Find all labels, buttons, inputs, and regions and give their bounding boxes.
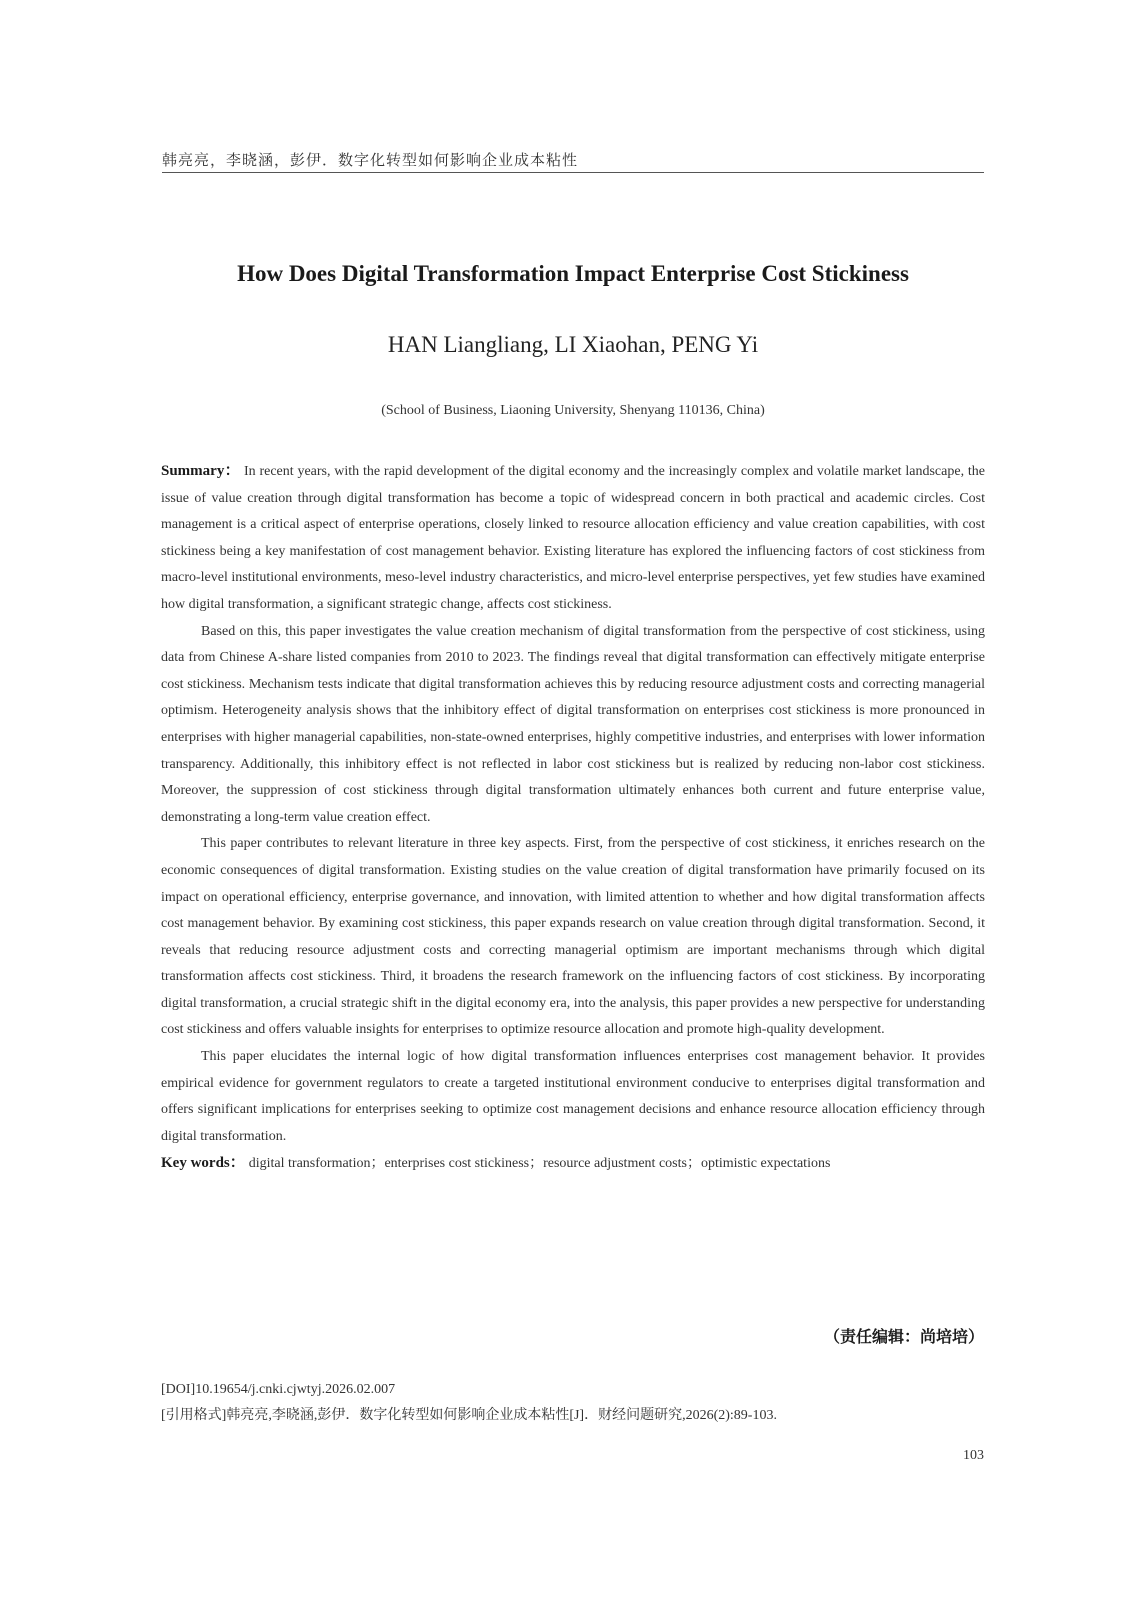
paper-title: How Does Digital Transformation Impact Enterprise Cost Stickiness: [237, 261, 909, 286]
header-divider: [162, 172, 984, 173]
doi-line: [DOI]10.19654/j.cnki.cjwtyj.2026.02.007: [161, 1382, 396, 1397]
citation-format-line: [引用格式]韩亮亮,李晓涵,彭伊．数字化转型如何影响企业成本粘性[J]．财经问题研究,2026(2):89-103.: [161, 1408, 777, 1423]
author-affiliation: (School of Business, Liaoning University, Shenyang 110136, China): [381, 403, 765, 418]
summary-paragraph-1-text: In recent years, with the rapid development of the digital economy and the increasingly complex and volatile market landscape, the issue of value creation through digital transformation has become a topic of widespread concern in both practical and academic circles. Cost management is a critical aspect of enterprise operations, closely linked to resource allocation efficiency and value creation capabilities, with cost stickiness being a key manifestation of cost management behavior. Existing literature has explored the influencing factors of cost stickiness from macro-level institutional environments, meso-level industry characteristics, and micro-level enterprise perspectives, yet few studies have examined how digital transformation, a significant strategic change, affects cost stickiness.: [161, 464, 985, 612]
summary-paragraph-3: This paper contributes to relevant literature in three key aspects. First, from the perspective of cost stickiness, it enriches research on the economic consequences of digital transformation. Existing studies on the value creation of digital transformation have primarily focused on its impact on operational efficiency, enterprise governance, and innovation, with limited attention to whether and how digital transformation affects cost management behavior. By examining cost stickiness, this paper expands research on value creation through digital transformation. Second, it reveals that reducing resource adjustment costs and correcting managerial optimism are important mechanisms through which digital transformation affects cost stickiness. Third, it broadens the research framework on the influencing factors of cost stickiness. By incorporating digital transformation, a crucial strategic shift in the digital economy era, into the analysis, this paper provides a new perspective for understanding cost stickiness and offers valuable insights for enterprises to optimize resource allocation and promote high-quality development.: [161, 836, 985, 1038]
responsible-editor: （责任编辑：尚培培）: [823, 1327, 984, 1346]
keywords-line: [161, 1150, 985, 1178]
keywords-separator: ：: [229, 1155, 245, 1172]
summary-paragraph-1: [161, 458, 985, 619]
summary-paragraph-2: Based on this, this paper investigates the value creation mechanism of digital transformation from the perspective of cost stickiness, using data from Chinese A-share listed companies from 2010 to 2023. The findings reveal that digital transformation can effectively mitigate enterprise cost stickiness. Mechanism tests indicate that digital transformation achieves this by reducing resource adjustment costs and correcting managerial optimism. Heterogeneity analysis shows that the inhibitory effect of digital transformation on enterprises cost stickiness is more pronounced in enterprises with higher managerial capabilities, non-state-owned enterprises, highly competitive industries, and enterprises with lower information transparency. Additionally, this inhibitory effect is not reflected in labor cost stickiness but is realized by reducing non-labor cost stickiness. Moreover, the suppression of cost stickiness through digital transformation ultimately enhances both current and future enterprise value, demonstrating a long-term value creation effect.: [161, 623, 985, 825]
running-header: 韩亮亮，李晓涵，彭伊．数字化转型如何影响企业成本粘性: [162, 151, 579, 169]
page-number: 103: [963, 1448, 984, 1463]
abstract-section: [161, 458, 985, 1178]
keywords-text: digital transformation；enterprises cost stickiness；resource adjustment costs；optimistic expectations: [248, 1156, 831, 1172]
author-list: HAN Liangliang, LI Xiaohan, PENG Yi: [387, 332, 759, 357]
keywords-label: Key words: [161, 1155, 230, 1172]
summary-label: Summary: [161, 463, 225, 479]
summary-separator: ：: [224, 463, 240, 479]
summary-paragraph-4: This paper elucidates the internal logic of how digital transformation influences enterprises cost management behavior. It provides empirical evidence for government regulators to create a targeted institutional environment conducive to enterprises digital transformation and offers significant implications for enterprises seeking to optimize cost management decisions and enhance resource allocation efficiency through digital transformation.: [161, 1049, 985, 1144]
